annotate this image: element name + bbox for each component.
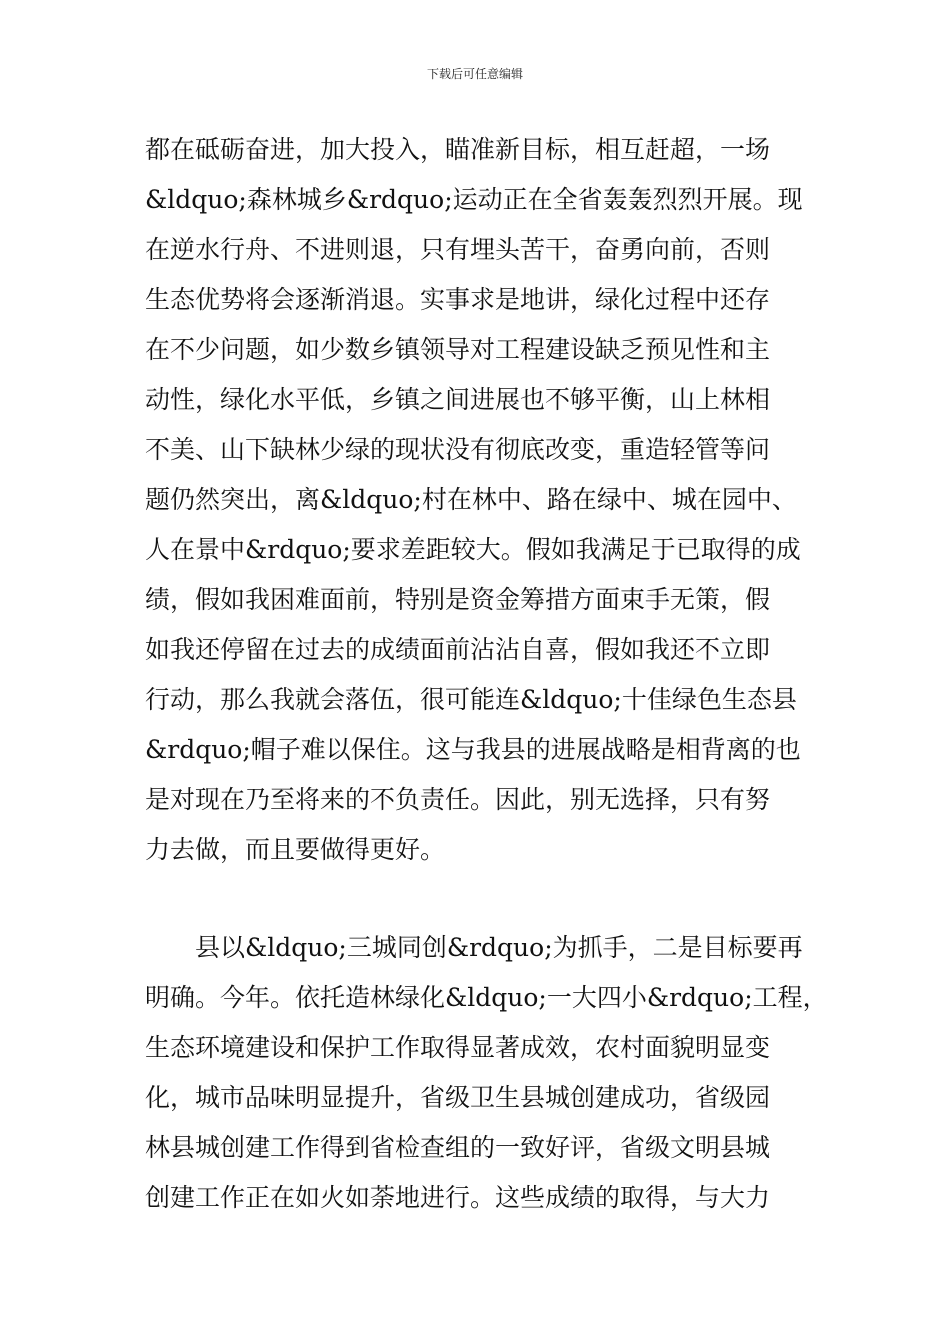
text-line: 人在景中&rdquo;要求差距较大。假如我满足于已取得的成 bbox=[145, 535, 801, 564]
text-line: 如我还停留在过去的成绩面前沾沾自喜，假如我还不立即 bbox=[145, 635, 771, 664]
text-line: 林县城创建工作得到省检查组的一致好评，省级文明县城 bbox=[145, 1133, 771, 1162]
text-line: 生态优势将会逐渐消退。实事求是地讲，绿化过程中还存 bbox=[145, 285, 771, 314]
text-line: &ldquo;森林城乡&rdquo;运动正在全省轰轰烈烈开展。现 bbox=[145, 185, 803, 214]
text-line: 明确。今年。依托造林绿化&ldquo;一大四小&rdquo;工程， bbox=[145, 983, 828, 1012]
text-line: &rdquo;帽子难以保住。这与我县的进展战略是相背离的也 bbox=[145, 735, 801, 764]
page-header: 下载后可任意编辑 bbox=[426, 67, 523, 81]
text-line: 在不少问题，如少数乡镇领导对工程建设缺乏预见性和主 bbox=[145, 335, 771, 364]
text-line: 创建工作正在如火如荼地进行。这些成绩的取得，与大力 bbox=[145, 1183, 771, 1212]
text-line: 力去做，而且要做得更好。 bbox=[145, 835, 446, 864]
text-line: 县以&ldquo;三城同创&rdquo;为抓手，二是目标要再 bbox=[195, 933, 803, 962]
text-line: 题仍然突出，离&ldquo;村在林中、路在绿中、城在园中、 bbox=[145, 485, 797, 514]
text-line: 不美、山下缺林少绿的现状没有彻底改变，重造轻管等问 bbox=[145, 435, 771, 464]
text-line: 行动，那么我就会落伍，很可能连&ldquo;十佳绿色生态县 bbox=[145, 685, 797, 714]
text-line: 生态环境建设和保护工作取得显著成效，农村面貌明显变 bbox=[145, 1033, 771, 1062]
text-line: 动性，绿化水平低，乡镇之间进展也不够平衡，山上林相 bbox=[145, 385, 771, 414]
text-line: 都在砥砺奋进，加大投入，瞄准新目标，相互赶超，一场 bbox=[145, 135, 771, 164]
text-line: 在逆水行舟、不进则退，只有埋头苦干，奋勇向前，否则 bbox=[145, 235, 771, 264]
text-line: 绩，假如我困难面前，特别是资金筹措方面束手无策，假 bbox=[145, 585, 771, 614]
text-line: 化，城市品味明显提升，省级卫生县城创建成功，省级园 bbox=[145, 1083, 771, 1112]
text-line: 是对现在乃至将来的不负责任。因此，别无选择，只有努 bbox=[145, 785, 771, 814]
